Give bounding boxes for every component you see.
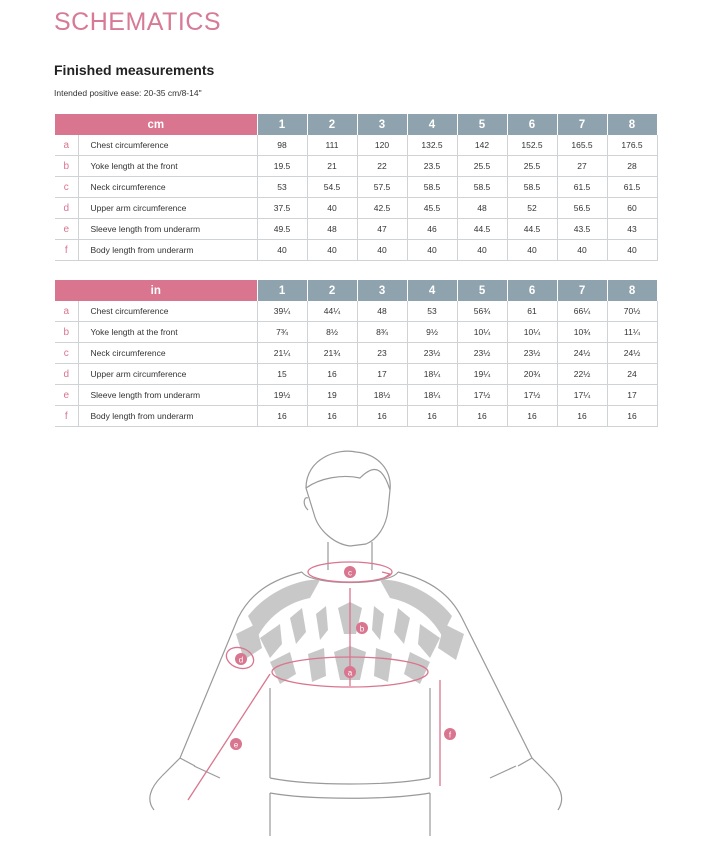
measurement-value: 61 bbox=[507, 301, 557, 322]
measurement-value: 16 bbox=[357, 406, 407, 427]
measurement-label: Upper arm circumference bbox=[78, 198, 257, 219]
measurement-label: Chest circumference bbox=[78, 301, 257, 322]
size-header: 5 bbox=[457, 114, 507, 135]
measurement-label: Neck circumference bbox=[78, 177, 257, 198]
model-head bbox=[304, 451, 390, 570]
measurement-value: 40 bbox=[407, 240, 457, 261]
measurement-value: 176.5 bbox=[607, 135, 657, 156]
measurement-value: 16 bbox=[307, 406, 357, 427]
measurement-value: 21¾ bbox=[307, 343, 357, 364]
measurement-value: 16 bbox=[607, 406, 657, 427]
svg-text:d: d bbox=[238, 655, 244, 665]
measurement-value: 40 bbox=[557, 240, 607, 261]
measurement-value: 16 bbox=[307, 364, 357, 385]
table-row bbox=[55, 135, 657, 156]
svg-text:c: c bbox=[348, 568, 352, 578]
size-header: 2 bbox=[307, 280, 357, 301]
measurement-value: 24 bbox=[607, 364, 657, 385]
measurement-value: 48 bbox=[307, 219, 357, 240]
measurement-value: 120 bbox=[357, 135, 407, 156]
measurement-letter: b bbox=[55, 322, 78, 343]
measurement-value: 22½ bbox=[557, 364, 607, 385]
table-row bbox=[55, 322, 657, 343]
measurement-value: 60 bbox=[607, 198, 657, 219]
measurement-value: 43.5 bbox=[557, 219, 607, 240]
table-row bbox=[55, 343, 657, 364]
measurement-value: 16 bbox=[507, 406, 557, 427]
measurement-value: 17½ bbox=[507, 385, 557, 406]
measurement-value: 17¼ bbox=[557, 385, 607, 406]
measurement-value: 152.5 bbox=[507, 135, 557, 156]
measurement-value: 10¾ bbox=[557, 322, 607, 343]
measurement-value: 23½ bbox=[507, 343, 557, 364]
measurement-value: 17½ bbox=[457, 385, 507, 406]
measurement-value: 53 bbox=[257, 177, 307, 198]
measurement-value: 10¼ bbox=[507, 322, 557, 343]
unit-header: in bbox=[55, 280, 257, 301]
table-row bbox=[55, 240, 657, 261]
measurement-label: Yoke length at the front bbox=[78, 156, 257, 177]
measurement-value: 61.5 bbox=[607, 177, 657, 198]
measurement-label: Upper arm circumference bbox=[78, 364, 257, 385]
marker-c bbox=[344, 566, 356, 578]
measurement-value: 45.5 bbox=[407, 198, 457, 219]
table-header-row bbox=[55, 280, 657, 301]
measurement-value: 20¾ bbox=[507, 364, 557, 385]
measurement-value: 18½ bbox=[357, 385, 407, 406]
size-header: 4 bbox=[407, 114, 457, 135]
measurement-value: 16 bbox=[407, 406, 457, 427]
table-header-row bbox=[55, 114, 657, 135]
measurement-label: Sleeve length from underarm bbox=[78, 385, 257, 406]
section-title: Finished measurements bbox=[54, 62, 215, 78]
measurement-value: 56¾ bbox=[457, 301, 507, 322]
measurement-letter: d bbox=[55, 198, 78, 219]
table-row bbox=[55, 406, 657, 427]
measurement-value: 17 bbox=[357, 364, 407, 385]
measurement-label: Sleeve length from underarm bbox=[78, 219, 257, 240]
measurement-label: Chest circumference bbox=[78, 135, 257, 156]
unit-header: cm bbox=[55, 114, 257, 135]
size-header: 7 bbox=[557, 280, 607, 301]
measurement-value: 44¼ bbox=[307, 301, 357, 322]
measurement-value: 15 bbox=[257, 364, 307, 385]
measurement-value: 44.5 bbox=[507, 219, 557, 240]
measurement-value: 142 bbox=[457, 135, 507, 156]
measurement-letter: c bbox=[55, 343, 78, 364]
table-row bbox=[55, 385, 657, 406]
cm-measurements-table bbox=[55, 114, 658, 261]
measurement-value: 24½ bbox=[557, 343, 607, 364]
measurement-value: 56.5 bbox=[557, 198, 607, 219]
measurement-value: 16 bbox=[557, 406, 607, 427]
measurement-value: 40 bbox=[257, 240, 307, 261]
measurement-value: 43 bbox=[607, 219, 657, 240]
measurement-value: 19½ bbox=[257, 385, 307, 406]
size-header: 8 bbox=[607, 280, 657, 301]
measurement-value: 23½ bbox=[407, 343, 457, 364]
table-row bbox=[55, 177, 657, 198]
measurement-value: 165.5 bbox=[557, 135, 607, 156]
size-header: 3 bbox=[357, 280, 407, 301]
size-header: 1 bbox=[257, 280, 307, 301]
measurement-value: 19 bbox=[307, 385, 357, 406]
measurement-value: 58.5 bbox=[457, 177, 507, 198]
measurement-value: 46 bbox=[407, 219, 457, 240]
measurement-value: 40 bbox=[507, 240, 557, 261]
measurement-value: 23.5 bbox=[407, 156, 457, 177]
measurement-value: 61.5 bbox=[557, 177, 607, 198]
measurement-label: Body length from underarm bbox=[78, 406, 257, 427]
size-header: 6 bbox=[507, 114, 557, 135]
size-header: 5 bbox=[457, 280, 507, 301]
svg-text:f: f bbox=[448, 730, 452, 740]
measurement-value: 49.5 bbox=[257, 219, 307, 240]
measurement-value: 47 bbox=[357, 219, 407, 240]
measurement-value: 40 bbox=[457, 240, 507, 261]
size-header: 3 bbox=[357, 114, 407, 135]
size-header: 1 bbox=[257, 114, 307, 135]
svg-text:a: a bbox=[347, 668, 353, 678]
measurement-value: 10¼ bbox=[457, 322, 507, 343]
measurement-value: 18¼ bbox=[407, 385, 457, 406]
measurement-value: 17 bbox=[607, 385, 657, 406]
measurement-value: 19.5 bbox=[257, 156, 307, 177]
measurement-label: Body length from underarm bbox=[78, 240, 257, 261]
ease-note: Intended positive ease: 20-35 cm/8-14" bbox=[54, 88, 202, 98]
measurement-value: 9½ bbox=[407, 322, 457, 343]
measurement-value: 37.5 bbox=[257, 198, 307, 219]
measurement-value: 40 bbox=[307, 198, 357, 219]
measurement-letter: f bbox=[55, 406, 78, 427]
svg-text:e: e bbox=[233, 740, 239, 750]
measurement-value: 40 bbox=[607, 240, 657, 261]
table-row bbox=[55, 156, 657, 177]
measurement-value: 44.5 bbox=[457, 219, 507, 240]
measurement-value: 27 bbox=[557, 156, 607, 177]
measurement-value: 19¼ bbox=[457, 364, 507, 385]
marker-e bbox=[230, 738, 242, 750]
measurement-letter: f bbox=[55, 240, 78, 261]
size-header: 2 bbox=[307, 114, 357, 135]
measurement-value: 58.5 bbox=[407, 177, 457, 198]
measurement-value: 132.5 bbox=[407, 135, 457, 156]
marker-a bbox=[344, 666, 356, 678]
measurement-value: 16 bbox=[457, 406, 507, 427]
marker-d bbox=[235, 653, 247, 665]
sweater-schematic bbox=[120, 448, 590, 848]
measurement-value: 58.5 bbox=[507, 177, 557, 198]
measurement-label: Yoke length at the front bbox=[78, 322, 257, 343]
table-row bbox=[55, 301, 657, 322]
measurement-label: Neck circumference bbox=[78, 343, 257, 364]
measurement-value: 21 bbox=[307, 156, 357, 177]
measurement-value: 28 bbox=[607, 156, 657, 177]
page-title: SCHEMATICS bbox=[54, 8, 222, 36]
measurement-value: 66¼ bbox=[557, 301, 607, 322]
measurement-value: 40 bbox=[357, 240, 407, 261]
measurement-value: 25.5 bbox=[457, 156, 507, 177]
measurement-letter: b bbox=[55, 156, 78, 177]
measurement-value: 24½ bbox=[607, 343, 657, 364]
size-header: 8 bbox=[607, 114, 657, 135]
measurement-value: 21¼ bbox=[257, 343, 307, 364]
in-measurements-table bbox=[55, 280, 658, 427]
measurement-value: 52 bbox=[507, 198, 557, 219]
measurement-value: 22 bbox=[357, 156, 407, 177]
measurement-value: 8½ bbox=[307, 322, 357, 343]
measurement-value: 7¾ bbox=[257, 322, 307, 343]
table-row bbox=[55, 198, 657, 219]
measurement-value: 25.5 bbox=[507, 156, 557, 177]
measurement-value: 40 bbox=[307, 240, 357, 261]
measurement-value: 18¼ bbox=[407, 364, 457, 385]
svg-text:b: b bbox=[359, 624, 365, 634]
measurement-letter: e bbox=[55, 219, 78, 240]
measurement-letter: a bbox=[55, 135, 78, 156]
measurement-letter: d bbox=[55, 364, 78, 385]
size-header: 7 bbox=[557, 114, 607, 135]
measurement-value: 70½ bbox=[607, 301, 657, 322]
measurement-value: 48 bbox=[357, 301, 407, 322]
measurement-value: 8¾ bbox=[357, 322, 407, 343]
measurement-letter: c bbox=[55, 177, 78, 198]
size-header: 6 bbox=[507, 280, 557, 301]
measurement-value: 53 bbox=[407, 301, 457, 322]
measurement-value: 48 bbox=[457, 198, 507, 219]
measurement-value: 16 bbox=[257, 406, 307, 427]
marker-f bbox=[444, 728, 456, 740]
measurement-value: 23 bbox=[357, 343, 407, 364]
measurement-value: 11¼ bbox=[607, 322, 657, 343]
measurement-value: 111 bbox=[307, 135, 357, 156]
sleeve-line bbox=[188, 674, 270, 800]
measurement-value: 23½ bbox=[457, 343, 507, 364]
size-header: 4 bbox=[407, 280, 457, 301]
measurement-value: 39¼ bbox=[257, 301, 307, 322]
marker-b bbox=[356, 622, 368, 634]
measurement-letter: e bbox=[55, 385, 78, 406]
measurement-value: 98 bbox=[257, 135, 307, 156]
table-row bbox=[55, 219, 657, 240]
measurement-value: 42.5 bbox=[357, 198, 407, 219]
measurement-value: 57.5 bbox=[357, 177, 407, 198]
measurement-value: 54.5 bbox=[307, 177, 357, 198]
table-row bbox=[55, 364, 657, 385]
measurement-letter: a bbox=[55, 301, 78, 322]
